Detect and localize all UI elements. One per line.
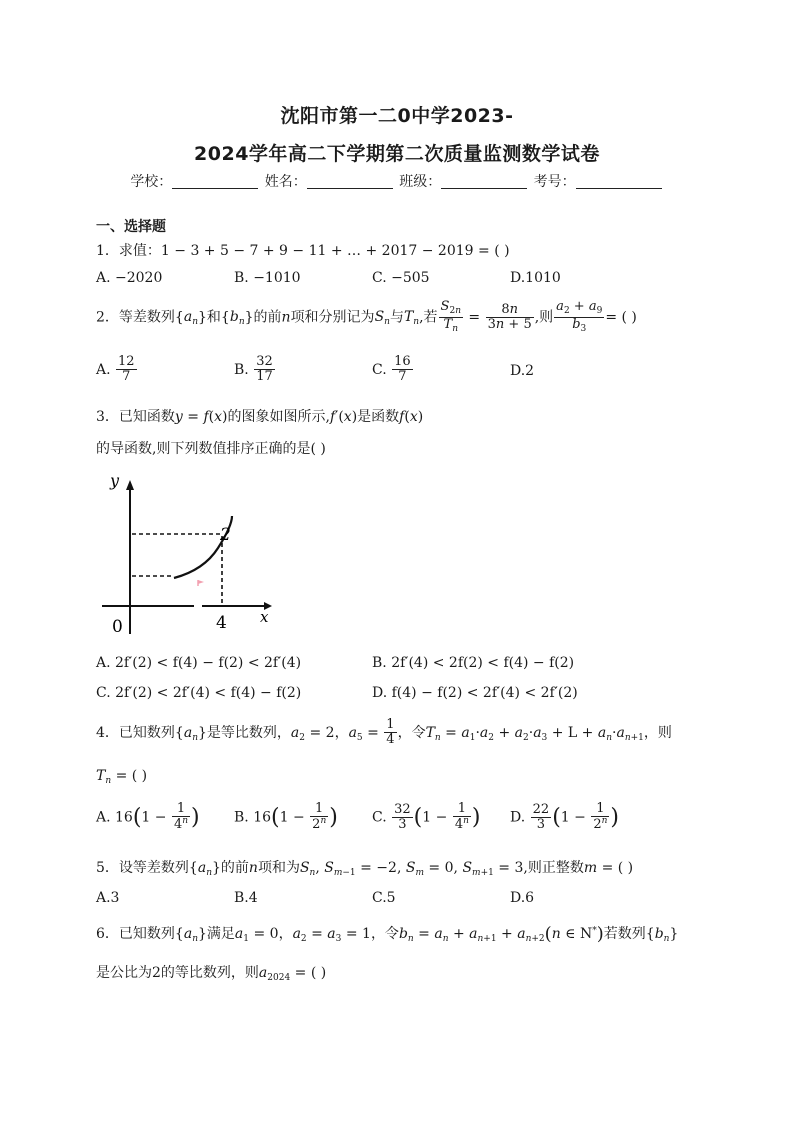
question-6-stem-line2: 是公比为2的等比数列，则$a_{2024}$ = ( ) [96,965,327,983]
exam-title-line1: 沈阳市第一二0中学2023- [280,105,514,127]
class-blank[interactable] [441,174,527,189]
exam-title-line2: 2024学年高二下学期第二次质量监测数学试卷 [194,143,600,165]
q4-option-a[interactable]: A. 16(1 − $\frac{1}{4^n}$ ) [96,801,200,833]
school-blank[interactable] [172,174,258,189]
q3-option-a[interactable]: A. 2f′(2) < f(4) − f(2) < 2f′(4) [96,655,302,671]
q4-option-d[interactable]: D. $\frac{22}{3}$ (1 − $\frac{1}{2^n}$ ) [510,801,619,833]
q3-option-b[interactable]: B. 2f′(4) < 2f(2) < f(4) − f(2) [372,655,575,671]
label-x: x [260,608,269,626]
label-y: y [110,471,120,490]
q3-option-c[interactable]: C. 2f′(2) < 2f′(4) < f(4) − f(2) [96,685,302,701]
question-4-stem: 4．已知数列$\{a_n\}$是等比数列，$a_2 = 2$，$a_5$ = $\frac{1}{4}$ ，令$T_n = a_1\cdot a_2 + a_2\cdot a_3 + L + a_n\cdot a_{n+1}$，则 [96,717,672,748]
school-label: 学校： [130,174,173,190]
question-6-stem: 6．已知数列$\{a_n\}$满足$a_1 = 0$，$a_2 = a_3 = 1$，令$b_n = a_n + a_{n+1} + a_{n+2}(n$ ∈ N*)若数列$\{b_n\}$ [96,923,679,945]
student-info-row [0,171,794,191]
q2-option-d[interactable]: D.2 [510,363,535,379]
y-axis-arrow [126,480,134,490]
q5-option-c[interactable]: C.5 [372,890,396,906]
q5-option-a[interactable]: A.3 [96,890,120,906]
q4-option-c[interactable]: C. $\frac{32}{3}$ (1 − $\frac{1}{4^n}$ ) [372,801,481,833]
q1-option-b[interactable]: B. −1010 [234,270,301,286]
class-label: 班级： [399,174,442,190]
label-origin: 0 [112,617,123,637]
label-2: 2 [220,525,231,545]
section-heading: 一、选择题 [96,219,166,235]
question-1-stem: 1．求值：1 − 3 + 5 − 7 + 9 − 11 + … + 2017 − 2019 = ( ) [96,243,510,259]
label-4: 4 [216,613,227,633]
frac-a2a9-b3: $\frac{a_2 + a_9}{b_3}$ [556,299,603,334]
frac-8n: $\frac{8n}{3n + 5}$ [487,301,532,332]
question-4-stem-line2: $T_n$ = ( ) [96,768,148,786]
question-3-stem-line1: 3．已知函数y = f(x)的图象如图所示,f′(x)是函数f(x) [96,409,424,425]
name-blank[interactable] [307,174,393,189]
q2-option-a[interactable]: A. $\frac{12}{7}$ [96,354,135,385]
q5-option-b[interactable]: B.4 [234,890,258,906]
exam-no-label: 考号： [533,174,576,190]
question-3-stem-line2: 的导函数,则下列数值排序正确的是( ) [96,441,326,457]
function-graph [96,466,286,646]
q1-option-a[interactable]: A. −2020 [96,270,163,286]
name-label: 姓名： [264,174,307,190]
q2-option-c[interactable]: C. $\frac{16}{7}$ [372,354,411,385]
frac-s2n-tn: $\frac{S_{2n}}{T_n}$ [440,299,461,334]
q3-option-d[interactable]: D. f(4) − f(2) < 2f′(4) < 2f′(2) [372,685,578,701]
q1-option-c[interactable]: C. −505 [372,270,430,286]
q4-option-b[interactable]: B. 16(1 − $\frac{1}{2^n}$ ) [234,801,338,833]
question-2-stem: 2．等差数列$\{a_n\}$和$\{b_n\}$的前n项和分别记为$S_n$与$T_n$,若 $\frac{S_{2n}}{T_n}$ = $\frac{8n}{3n + 5}$ ,则 $\frac{a_2 + a_9}{b_3}$ = ( ) [96,299,637,334]
exam-no-blank[interactable] [576,174,662,189]
question-5-stem: 5．设等差数列$\{a_n\}$的前n项和为$S_n$, $S_{m-1} = -2$, $S_m = 0$, $S_{m+1} = 3$,则正整数m = ( ) [96,860,634,878]
q1-option-d[interactable]: D.1010 [510,270,561,286]
q5-option-d[interactable]: D.6 [510,890,535,906]
q2-option-b[interactable]: B. $\frac{32}{17}$ [234,354,273,385]
